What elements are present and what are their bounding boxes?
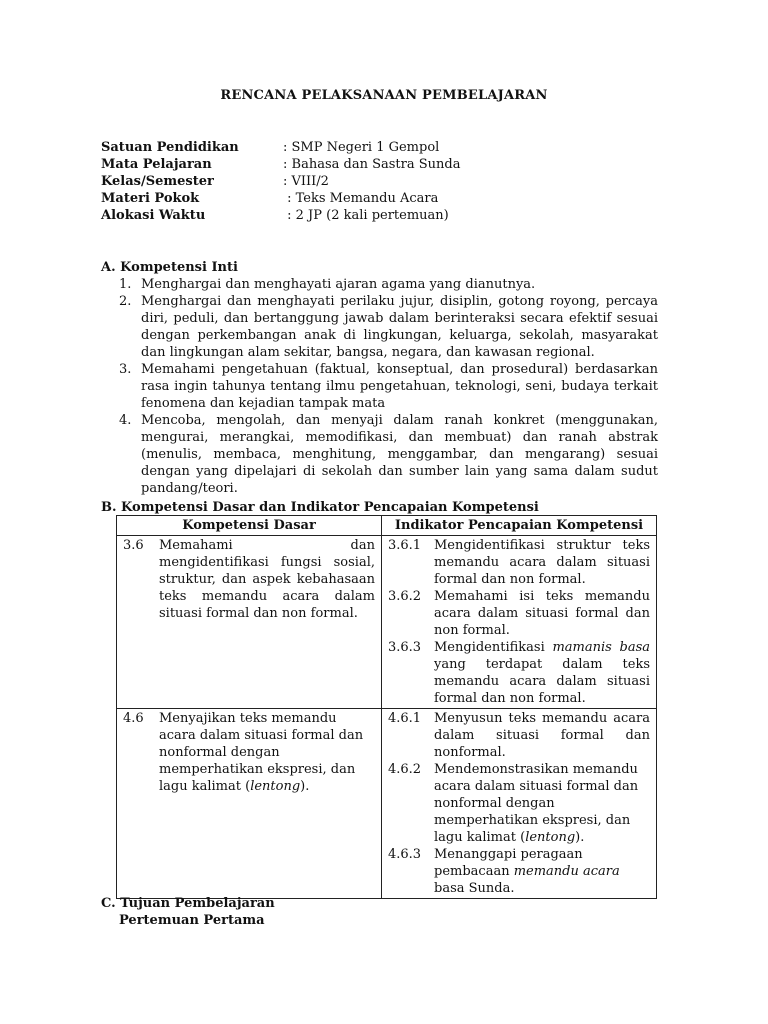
indicator-code: 3.6.3 xyxy=(388,640,422,655)
meta-label: Satuan Pendidikan xyxy=(101,140,239,155)
meta-row-school xyxy=(101,139,661,156)
indicator-entry xyxy=(388,761,650,846)
list-item xyxy=(101,276,658,293)
indicator-text: Menyusun teks memandu acara dalam situasi formal dan nonformal. xyxy=(434,711,650,760)
list-item xyxy=(101,361,658,412)
section-heading: B. Kompetensi Dasar dan Indikator Pencapaian Kompetensi xyxy=(101,500,539,515)
kd-entry xyxy=(123,710,375,795)
indicator-code: 3.6.2 xyxy=(388,589,422,604)
identity-block xyxy=(101,139,661,224)
indicator-text xyxy=(434,761,650,846)
indicator-text-post: yang terdapat dalam teks memandu acara dalam situasi formal dan non formal. xyxy=(434,657,650,706)
section-heading: A. Kompetensi Inti xyxy=(101,260,238,275)
meta-value: : Teks Memandu Acara xyxy=(283,191,439,206)
indicator-code: 3.6.1 xyxy=(388,538,422,553)
indicator-text: Mengidentifikasi struktur teks memandu acara dalam situasi formal dan non formal. xyxy=(434,538,650,587)
indicator-text-em: mamanis basa xyxy=(552,640,650,655)
competency-table xyxy=(116,515,657,899)
indicator-code: 4.6.1 xyxy=(388,711,422,726)
list-number: 1. xyxy=(119,277,132,292)
kd-code: 3.6 xyxy=(123,538,144,553)
list-item xyxy=(101,412,658,497)
indicator-text-post: ). xyxy=(575,830,585,845)
table-header-row xyxy=(117,516,657,536)
subsection-heading: Pertemuan Pertama xyxy=(119,913,265,928)
indicator-text xyxy=(434,639,650,707)
column-header-kd: Kompetensi Dasar xyxy=(117,516,382,536)
meta-row-class xyxy=(101,173,661,190)
kd-cell xyxy=(117,536,382,709)
list-number: 4. xyxy=(119,413,132,428)
list-text: Menghargai dan menghayati perilaku jujur, disiplin, gotong royong, percaya diri, peduli, dan bertanggung jawab dalam berinteraksi secara efektif sesuai dengan perkembangan anak di lingkungan, keluarga, sekolah, masyarakat dan lingkungan alam sekitar, bangsa, negara, dan kawasan regional. xyxy=(141,294,658,360)
meta-value: : Bahasa dan Sastra Sunda xyxy=(283,157,461,172)
indicator-entry xyxy=(388,710,650,761)
list-text: Menghargai dan menghayati ajaran agama yang dianutnya. xyxy=(141,277,536,292)
indicator-text: Memahami isi teks memandu acara dalam situasi formal dan non formal. xyxy=(434,589,650,638)
table-row xyxy=(117,709,657,899)
indicator-text-pre: Mengidentifikasi xyxy=(434,640,553,655)
indicator-code: 4.6.3 xyxy=(388,847,422,862)
kd-text: Memahami dan mengidentifikasi fungsi sosial, struktur, dan aspek kebahasaan teks memandu acara dalam situasi formal dan non formal. xyxy=(159,538,375,621)
indicator-text-em: memandu acara xyxy=(513,864,620,879)
list-text: Mencoba, mengolah, dan menyaji dalam ranah konkret (menggunakan, mengurai, merangkai, memodifikasi, dan membuat) dan ranah abstrak (menulis, membaca, menghitung, menggambar, dan mengarang) sesuai dengan yang dipelajari di sekolah dan sumber lain yang sama dalam sudut pandang/teori. xyxy=(141,413,658,496)
ipk-cell xyxy=(382,536,657,709)
table-row xyxy=(117,536,657,709)
kd-code: 4.6 xyxy=(123,711,144,726)
meta-row-topic xyxy=(101,190,661,207)
meta-label: Kelas/Semester xyxy=(101,174,214,189)
core-competency-list xyxy=(101,276,658,497)
list-number: 2. xyxy=(119,294,132,309)
indicator-text-post: basa Sunda. xyxy=(434,881,515,896)
ipk-cell xyxy=(382,709,657,899)
list-item xyxy=(101,293,658,361)
meta-value: : 2 JP (2 kali pertemuan) xyxy=(283,208,449,223)
indicator-entry xyxy=(388,588,650,639)
kd-text xyxy=(159,710,375,795)
meta-label: Alokasi Waktu xyxy=(101,208,206,223)
indicator-text xyxy=(434,846,650,897)
section-tujuan xyxy=(101,895,275,929)
indicator-text-em: lentong xyxy=(525,830,576,845)
page-title: RENCANA PELAKSANAAN PEMBELAJARAN xyxy=(220,88,548,103)
indicator-code: 4.6.2 xyxy=(388,762,422,777)
indicator-text-pre: Menanggapi peragaan pembacaan xyxy=(434,847,583,879)
indicator-text-pre: Mendemonstrasikan memandu acara dalam situasi formal dan nonformal dengan memperhatikan ekspresi, dan lagu kalimat ( xyxy=(434,762,639,845)
meta-row-time xyxy=(101,207,661,224)
kd-cell xyxy=(117,709,382,899)
list-text: Memahami pengetahuan (faktual, konseptual, dan prosedural) berdasarkan rasa ingin tahunya tentang ilmu pengetahuan, teknologi, seni, budaya terkait fenomena dan kejadian tampak mata xyxy=(141,362,658,411)
column-header-ipk: Indikator Pencapaian Kompetensi xyxy=(382,516,657,536)
kd-text-pre: Menyajikan teks memandu acara dalam situasi formal dan nonformal dengan memperhatikan ekspresi, dan lagu kalimat ( xyxy=(159,711,364,794)
list-number: 3. xyxy=(119,362,132,377)
indicator-entry xyxy=(388,639,650,707)
section-heading: C. Tujuan Pembelajaran xyxy=(101,896,275,911)
kd-entry xyxy=(123,537,375,622)
section-kompetensi-inti xyxy=(101,259,658,497)
indicator-entry xyxy=(388,537,650,588)
meta-label: Mata Pelajaran xyxy=(101,157,212,172)
kd-text-em: lentong xyxy=(250,779,301,794)
meta-value: : SMP Negeri 1 Gempol xyxy=(283,140,440,155)
kd-text-post: ). xyxy=(300,779,310,794)
meta-row-subject xyxy=(101,156,661,173)
meta-label: Materi Pokok xyxy=(101,191,200,206)
indicator-entry xyxy=(388,846,650,897)
meta-value: : VIII/2 xyxy=(283,174,329,189)
